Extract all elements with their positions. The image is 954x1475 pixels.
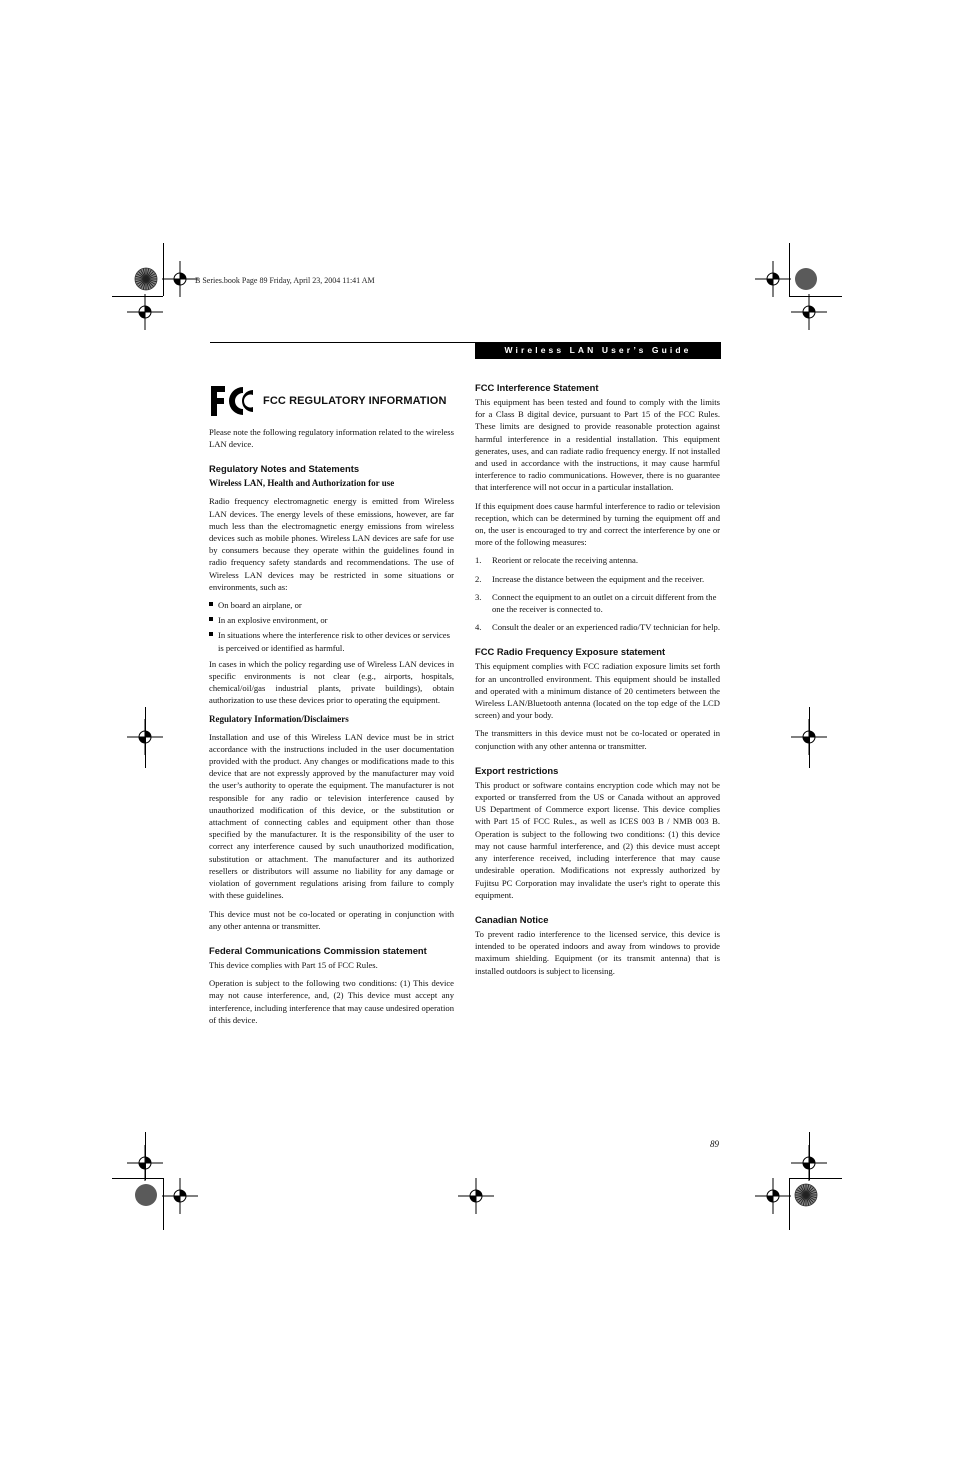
- exposure-heading: FCC Radio Frequency Exposure statement: [475, 646, 666, 658]
- crop-mark: [163, 1178, 164, 1230]
- registration-mark-icon: [125, 292, 165, 332]
- list-item-text: In situations where the interference risk to other devices or services is perceived or identified as harmful.: [218, 630, 450, 653]
- crop-mark: [112, 296, 163, 297]
- registration-mark-icon: [456, 1176, 496, 1216]
- crop-mark: [789, 296, 842, 297]
- disclaimers-paragraph: Installation and use of this Wireless LAN device must be in strict accordance with the instructions included in the user documentation provided with the product. Any changes or modifications made to this device that are not expressly approved by the manufacturer may void the user’s authority to operate the equipment. The manufacturer is not responsible for any radio or television interference caused by unauthorized modification of this device, or the substitution or attachment of connecting cables and equipment other than those specified by the manufacturer. It is the responsibility of the user to correct any interference caused by such unauthorized modification, substitution or attachment. The manufacturer and its authorized resellers or distributors will assume no liability for any damage or violation of government regulations arising from failure to comply with these guidelines.: [209, 731, 454, 901]
- list-item-text: In an explosive environment, or: [218, 615, 328, 626]
- star-target-icon: [134, 267, 158, 291]
- list-item-text: On board an airplane, or: [218, 600, 302, 611]
- exposure-p2: The transmitters in this device must not be co-located or operated in conjunction with any other antenna or transmitter.: [475, 728, 720, 751]
- list-item: [209, 629, 454, 653]
- intro-paragraph: Please note the following regulatory information related to the wireless LAN device.: [209, 427, 454, 450]
- crop-mark: [809, 707, 810, 768]
- colocation-paragraph: This device must not be co-located or operating in conjunction with any other antenna or transmitter.: [209, 908, 454, 931]
- crop-mark: [145, 1132, 146, 1180]
- list-number: 1.: [475, 555, 482, 566]
- registration-mark-icon: [789, 292, 829, 332]
- registration-mark-icon: [753, 259, 793, 299]
- export-paragraph: This product or software contains encryption code which may not be exported or transferred from the US or Canada without an approved US Department of Commerce export license. This device complies with Part 15 of FCC Rules., as well as ICES 003 B / NMB 003 B. Operation is subject to the following two conditions: (1) this device may not cause harmful interference, and (2) this device must accept any interference received, including interference that may cause undesirable operation. Modifications not expressly authorized by Fujitsu PC Corporation may invalidate the user's right to operate this equipment.: [475, 779, 720, 900]
- disclaimers-subheading: Regulatory Information/Disclaimers: [209, 713, 349, 724]
- list-item: [475, 621, 720, 633]
- rf-paragraph: Radio frequency electromagnetic energy is emitted from Wireless LAN devices. The energy levels of these emissions, however, are far much less than the electromagnetic energy emissions from wireless devices such as mobile phones. Wireless LAN devices are safe for use by consumers because they operate within the guidelines found in radio frequency safety standards and recommendations. The use of Wireless LAN devices may be restricted in some situations or environments, such as:: [209, 496, 454, 592]
- running-header: Wireless LAN User’s Guide: [475, 342, 721, 359]
- crop-mark: [789, 1178, 790, 1230]
- bullet-icon: [209, 602, 213, 606]
- exposure-p1: This equipment complies with FCC radiation exposure limits set forth for an uncontrolled environment. This equipment should be installed and operated with a minimum distance of 20 centimeters between the Wireless LAN/Bluetooth antenna (located on the top edge of the LCD screen) and your body.: [475, 661, 720, 721]
- list-item-text: Increase the distance between the equipment and the receiver.: [492, 573, 705, 584]
- fcc-logo-icon: [209, 384, 255, 418]
- list-number: 3.: [475, 591, 482, 602]
- registration-mark-icon: [753, 1176, 793, 1216]
- interference-p2: If this equipment does cause harmful interference to radio or television reception, which can be determined by turning the equipment off and on, the user is encouraged to try and correct the interference by one or more of the following measures:: [475, 500, 720, 548]
- canadian-heading: Canadian Notice: [475, 913, 549, 925]
- list-item-text: Reorient or relocate the receiving antenna.: [492, 555, 639, 566]
- list-item: [475, 591, 720, 615]
- crop-mark: [145, 707, 146, 768]
- gray-disc-icon: [794, 267, 818, 291]
- policy-paragraph: In cases in which the policy regarding use of Wireless LAN devices in specific environments is not clear (e.g., airports, hospitals, chemical/oil/gas industrial plants, private buildings), obtain authorization to use these devices prior to operating the equipment.: [209, 658, 454, 706]
- list-item: [475, 573, 720, 585]
- book-slug: B Series.book Page 89 Friday, April 23, 2004 11:41 AM: [195, 276, 375, 285]
- bullet-icon: [209, 617, 213, 621]
- list-item: [209, 614, 454, 626]
- section-title: [209, 384, 454, 418]
- registration-mark-icon: [160, 1176, 200, 1216]
- restriction-list: [209, 599, 454, 654]
- list-item: [475, 554, 720, 566]
- crop-mark: [789, 243, 790, 296]
- list-item-text: Connect the equipment to an outlet on a circuit different from the one the receiver is connected to.: [492, 591, 717, 615]
- crop-mark: [789, 1178, 842, 1179]
- reg-notes-heading: Regulatory Notes and Statements: [209, 463, 360, 475]
- star-target-icon: [794, 1183, 818, 1207]
- fcc-statement-heading: Federal Communications Commission statement: [209, 944, 427, 956]
- page-number: 89: [710, 1139, 719, 1149]
- fcc-statement-p1: This device complies with Part 15 of FCC Rules.: [209, 959, 378, 970]
- list-number: 4.: [475, 622, 482, 633]
- export-heading: Export restrictions: [475, 764, 559, 776]
- page-title: FCC REGULATORY INFORMATION: [263, 394, 447, 407]
- right-column: [475, 382, 720, 983]
- canadian-paragraph: To prevent radio interference to the licensed service, this device is intended to be operated indoors and away from windows to provide maximum shielding. Equipment (or its transmit antenna) that is installed outdoors is subject to licensing.: [475, 928, 720, 976]
- list-number: 2.: [475, 573, 482, 584]
- fcc-statement-p2: Operation is subject to the following two conditions: (1) This device may not cause interference, and, (2) This device must accept any interference, including interference that may cause undesired operation of this device.: [209, 978, 454, 1025]
- crop-mark: [163, 243, 164, 296]
- measures-list: [475, 554, 720, 633]
- wlan-subheading: Wireless LAN, Health and Authorization for use: [209, 478, 395, 489]
- list-item: [209, 599, 454, 611]
- gray-disc-icon: [134, 1183, 158, 1207]
- registration-mark-icon: [160, 259, 200, 299]
- interference-p1: This equipment has been tested and found to comply with the limits for a Class B digital device, pursuant to Part 15 of the FCC Rules. These limits are designed to provide reasonable protection against harmful interference in a residential installation. This equipment generates, uses, and can radiate radio frequency energy. If not installed and used in accordance with the instructions, it may cause harmful interference to radio communications. However, there is no guarantee that interference will not occur in a particular installation.: [475, 397, 720, 493]
- left-column: [209, 384, 454, 1032]
- bullet-icon: [209, 632, 213, 636]
- interference-heading: FCC Interference Statement: [475, 382, 599, 393]
- crop-mark: [809, 1132, 810, 1180]
- crop-mark: [112, 1178, 163, 1179]
- list-item-text: Consult the dealer or an experienced radio/TV technician for help.: [492, 622, 720, 633]
